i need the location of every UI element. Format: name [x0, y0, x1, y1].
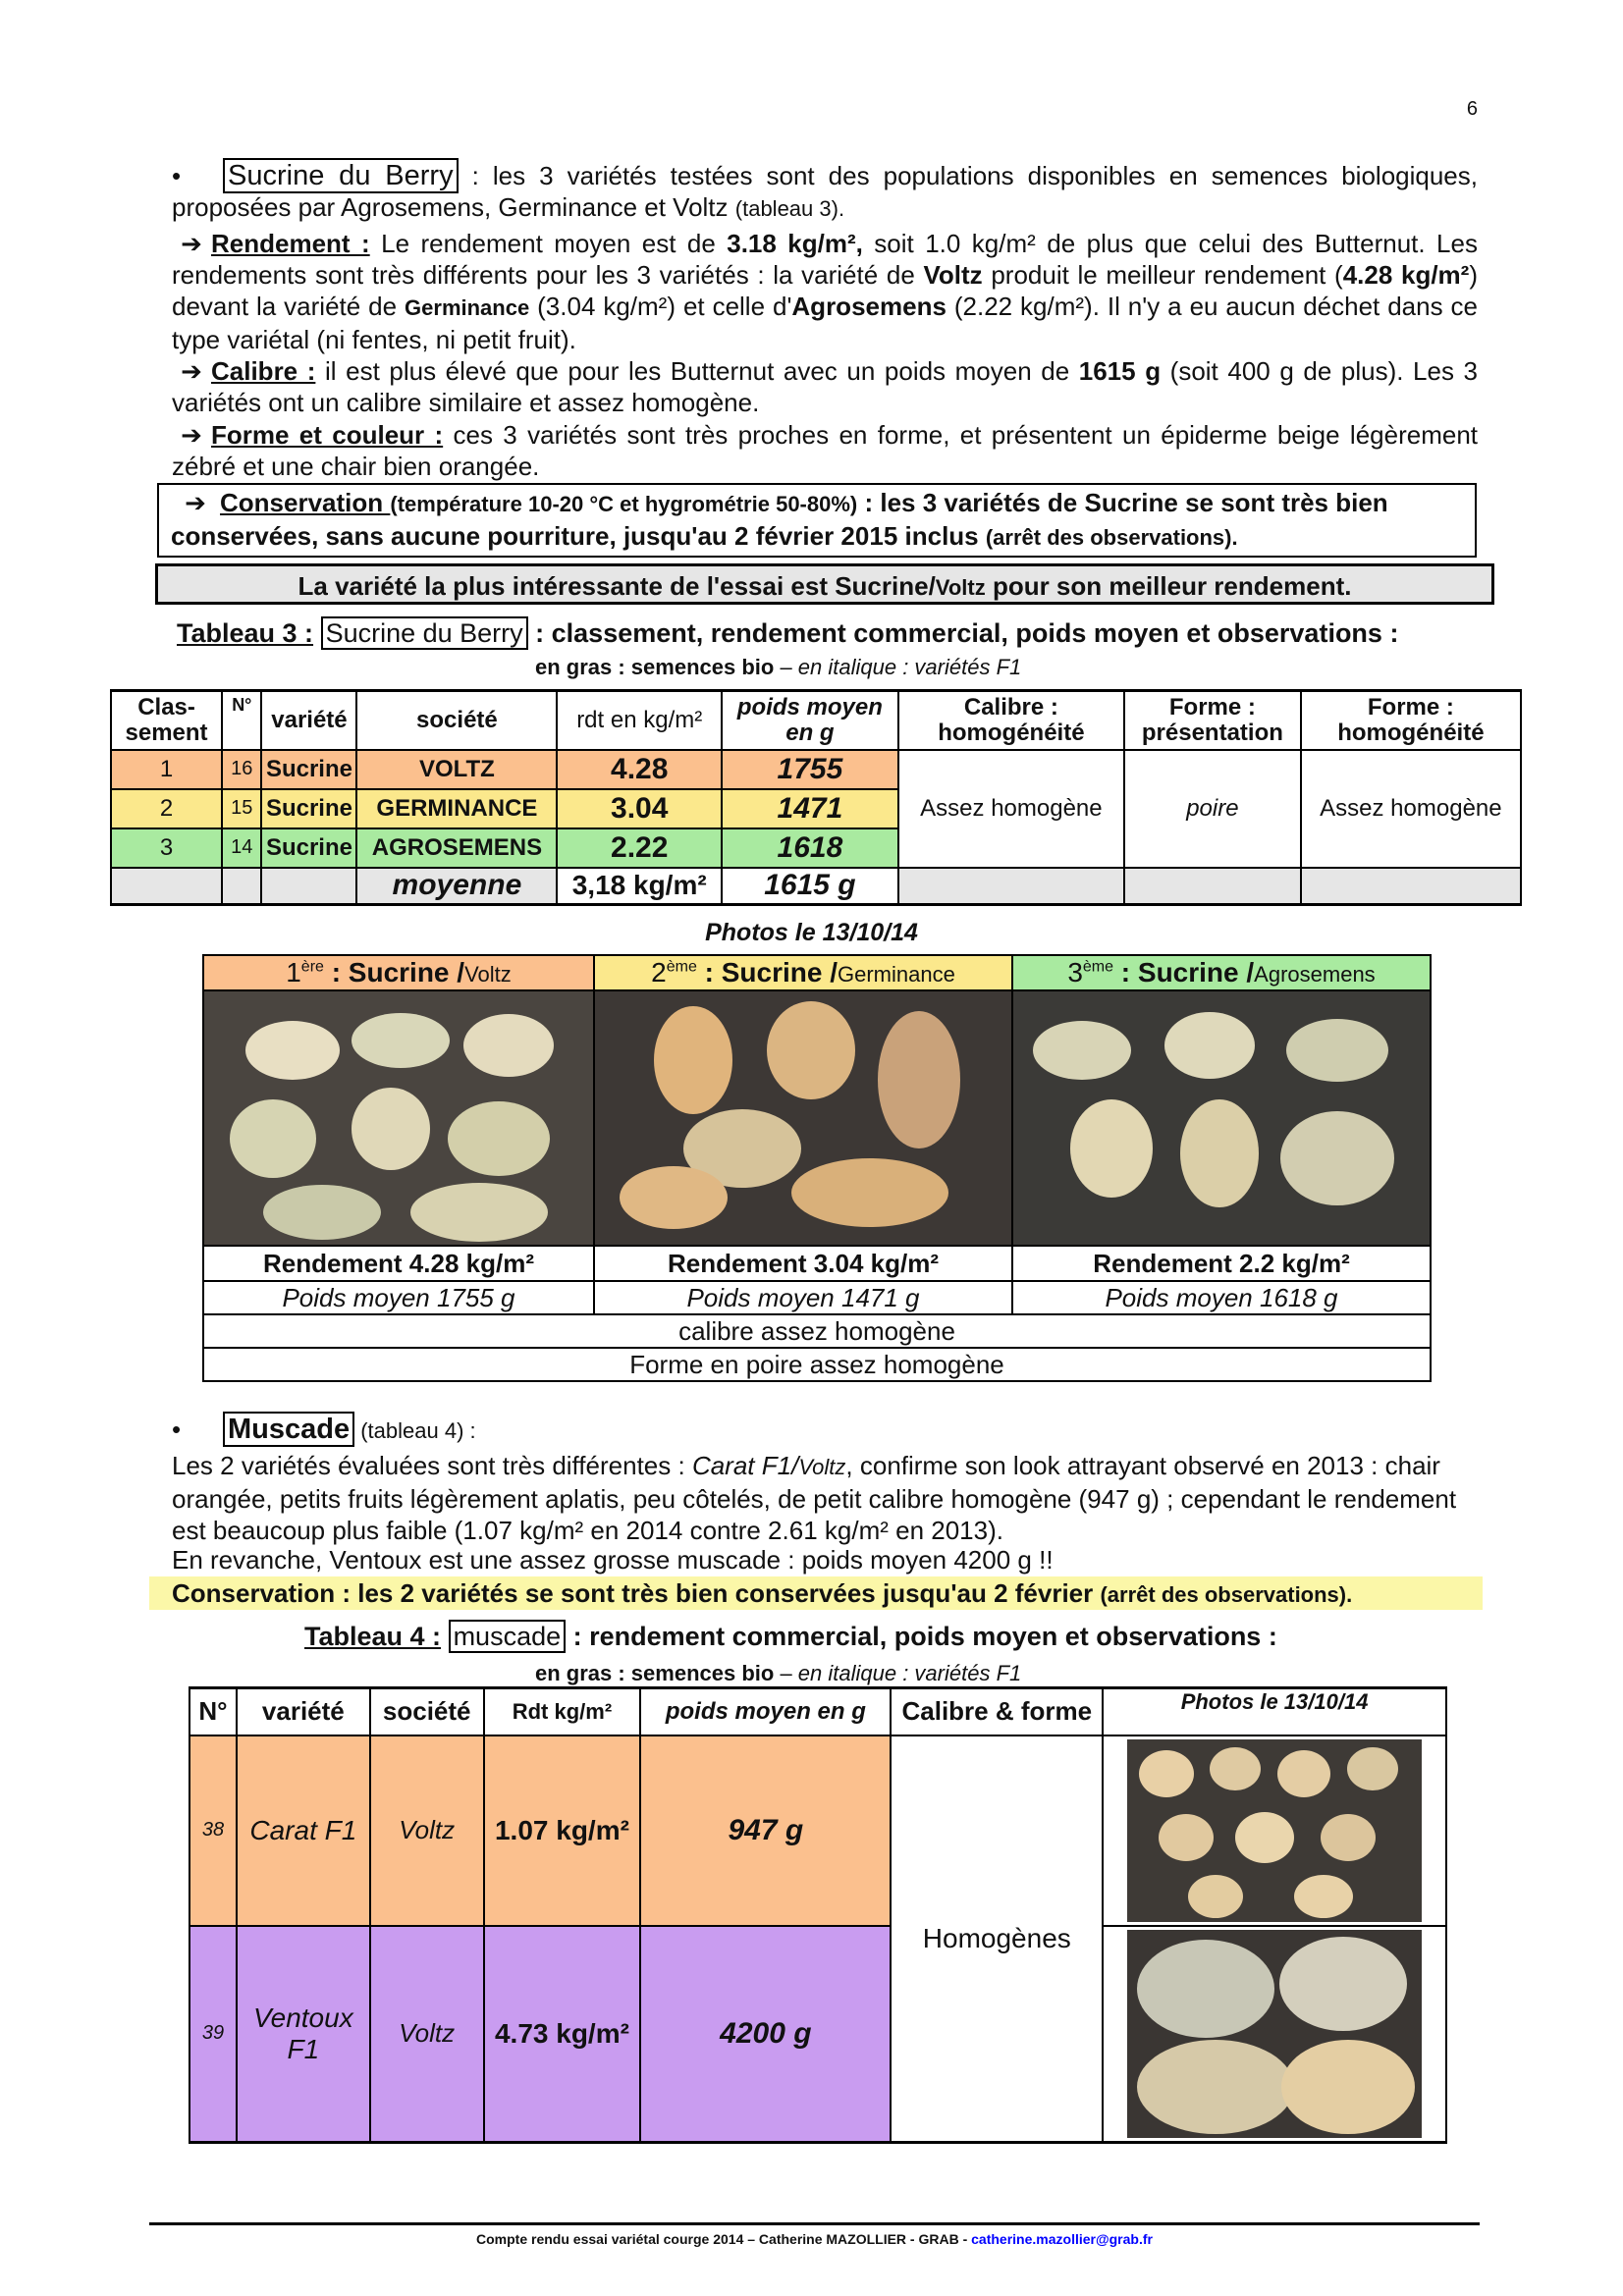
photo-header-2: 2ème : Sucrine /Germinance: [594, 955, 1012, 990]
arrow-right-icon: ➔: [181, 420, 202, 450]
photos-calibre: calibre assez homogène: [203, 1314, 1431, 1348]
header-forme-homo: Forme : homogénéité: [1301, 691, 1521, 750]
table-row: 39 Ventoux F1 Voltz 4.73 kg/m² 4200 g: [189, 1926, 1446, 2143]
table-row: 38 Carat F1 Voltz 1.07 kg/m² 947 g Homogènes: [189, 1735, 1446, 1926]
bullet-icon: •: [172, 161, 182, 190]
header-num: N°: [189, 1688, 237, 1735]
sucrine-title: Sucrine du Berry: [223, 158, 459, 193]
bullet-icon: •: [172, 1415, 182, 1444]
tableau4-legend: en gras : semences bio – en italique : variétés F1: [535, 1661, 1022, 1685]
table-row: 3 14 Sucrine AGROSEMENS 2.22 1618: [111, 828, 1521, 868]
muscade-conservation: Conservation : les 2 variétés se sont très bien conservées jusqu'au 2 février (arrêt des observations).: [149, 1576, 1483, 1610]
forme-pres-cell: poire: [1124, 750, 1301, 868]
muscade-heading: • Muscade (tableau 4) :: [172, 1414, 476, 1445]
header-forme-pres: Forme : présentation: [1124, 691, 1301, 750]
tableau3: [110, 689, 1522, 906]
header-rdt: Rdt kg/m²: [484, 1688, 641, 1735]
arrow-right-icon: ➔: [181, 356, 202, 386]
photo-header-3: 3ème : Sucrine /Agrosemens: [1012, 955, 1431, 990]
table-row: 2 15 Sucrine GERMINANCE 3.04 1471: [111, 789, 1521, 828]
footer-email-link[interactable]: catherine.mazollier@grab.fr: [971, 2231, 1153, 2247]
best-variety-box: La variété la plus intéressante de l'essai est Sucrine/Voltz pour son meilleur rendement.: [155, 563, 1494, 605]
photo-sucrine-voltz: [203, 990, 594, 1246]
photo-carat: [1103, 1735, 1446, 1926]
muscade-paragraph-1: Les 2 variétés évaluées sont très différentes : Carat F1/Voltz, confirme son look attrayant observé en 2013 : chair orangée, petits fruits légèrement aplatis, peu côtelés, de petit calibre homogène (947 g) ; cependant le rendement est beaucoup plus faible (1.07 kg/m² en 2014 contre 2.61 kg/m² en 2013).: [172, 1451, 1457, 1545]
rendement-paragraph: ➔ Rendement : Le rendement moyen est de 3.18 kg/m², soit 1.0 kg/m² de plus que celui des Butternut. Les rendements sont très différents pour les 3 variétés : la variété de Voltz produit le meilleur rendement (4.28 kg/m²) devant la variété de Germinance (3.04 kg/m²) et celle d'Agrosemens (2.22 kg/m²). Il n'y a eu aucun déchet dans ce type variétal (ni fentes, ni petit fruit).: [172, 229, 1479, 354]
header-variete: variété: [261, 691, 356, 750]
table-row: 1 16 Sucrine VOLTZ 4.28 1755 Assez homogène poire Assez homogène: [111, 750, 1521, 789]
page-number: 6: [1466, 98, 1478, 120]
tableau3-legend: en gras : semences bio – en italique : variétés F1: [535, 655, 1022, 679]
header-calibre-forme: Calibre & forme: [891, 1688, 1103, 1735]
header-rdt: rdt en kg/m²: [557, 691, 722, 750]
photo-sucrine-germinance: [594, 990, 1012, 1246]
arrow-right-icon: ➔: [181, 229, 202, 258]
photo-sucrine-agrosemens: [1012, 990, 1431, 1246]
tableau3-title: Tableau 3 : Sucrine du Berry : classement, rendement commercial, poids moyen et observations :: [177, 618, 1399, 648]
tableau4: [189, 1686, 1447, 2144]
header-num: N°: [222, 691, 261, 750]
tableau4-title: Tableau 4 : muscade : rendement commercial, poids moyen et observations :: [304, 1622, 1277, 1651]
muscade-paragraph-2: En revanche, Ventoux est une assez grosse muscade : poids moyen 4200 g !!: [172, 1545, 1054, 1575]
footer-divider: [149, 2222, 1480, 2225]
mean-row: moyenne 3,18 kg/m² 1615 g: [111, 868, 1521, 905]
header-poids: poids moyen en g: [640, 1688, 891, 1735]
header-variete: variété: [237, 1688, 370, 1735]
header-calibre: Calibre : homogénéité: [898, 691, 1124, 750]
header-societe: société: [370, 1688, 484, 1735]
forme-paragraph: ➔ Forme et couleur : ces 3 variétés sont très proches en forme, et présentent un épiderme beige légèrement zébré et une chair bien orangée.: [172, 420, 1478, 481]
calibre-paragraph: ➔ Calibre : il est plus élevé que pour les Butternut avec un poids moyen de 1615 g (soit 400 g de plus). Les 3 variétés ont un calibre similaire et assez homogène.: [172, 356, 1478, 417]
calibre-forme-cell: Homogènes: [891, 1735, 1103, 2143]
photos3-title: Photos le 13/10/14: [705, 919, 918, 946]
photos-forme: Forme en poire assez homogène: [203, 1348, 1431, 1381]
header-classement: Clas-sement: [111, 691, 222, 750]
header-poids: poids moyen en g: [722, 691, 898, 750]
photo-ventoux: [1103, 1926, 1446, 2143]
photo-header-1: 1ère : Sucrine /Voltz: [203, 955, 594, 990]
conservation-box: ➔ Conservation (température 10-20 °C et hygrométrie 50-80%) : les 3 variétés de Sucrine se sont très bien conservées, sans aucune pourriture, jusqu'au 2 février 2015 inclus (arrêt des observations).: [157, 483, 1477, 558]
calibre-cell: Assez homogène: [898, 750, 1124, 868]
header-societe: société: [356, 691, 557, 750]
footer: Compte rendu essai variétal courge 2014 – Catherine MAZOLLIER - GRAB - catherine.mazollier@grab.fr: [476, 2231, 1153, 2247]
muscade-title: Muscade: [223, 1412, 354, 1447]
arrow-right-icon: ➔: [185, 488, 206, 517]
forme-homo-cell: Assez homogène: [1301, 750, 1521, 868]
photos-table: 1ère : Sucrine /Voltz 2ème : Sucrine /Germinance 3ème : Sucrine /Agrosemens Rendement 4.28 kg/m² Rendement 3.04 kg/m² Rendement 2.2 kg/m² Poids moyen 1755 g Poids moyen 1471 g Poids moyen 1618 g calibre assez homogène Forme en poire assez homogène: [202, 954, 1432, 1382]
sucrine-intro: • Sucrine du Berry : les 3 variétés testées sont des populations disponibles en semences biologiques, proposées par Agrosemens, Germinance et Voltz (tableau 3).: [172, 160, 1478, 222]
header-photos: Photos le 13/10/14: [1103, 1688, 1446, 1735]
